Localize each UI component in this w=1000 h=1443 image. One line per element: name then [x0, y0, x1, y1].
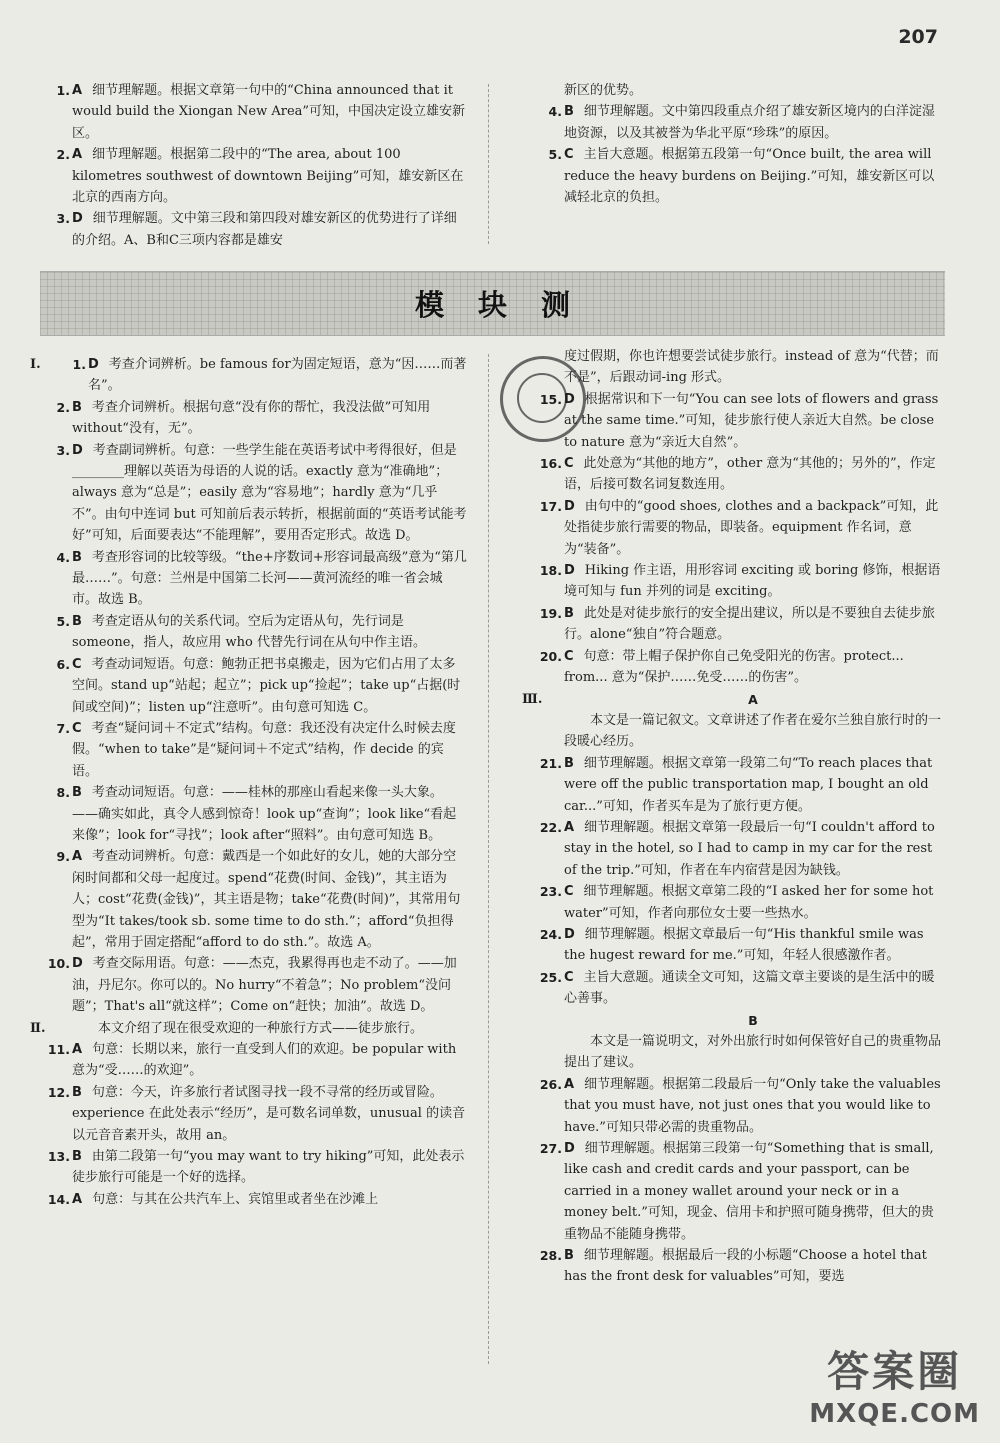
- watermark: [809, 1339, 980, 1429]
- answer-item: 13. B 由第二段第一句“you may want to try hiking”可知，此处表示徒步旅行可能是一个好的选择。: [47, 1149, 465, 1186]
- section-label: Ⅲ.: [522, 691, 543, 707]
- section-title: 模块测: [414, 288, 604, 322]
- answer-item: 7. C 考查“疑问词＋不定式”结构。句意：我还没有决定什么时候去度假。“when to take”是“疑问词＋不定式”结构，作 decide 的宾语。: [56, 720, 456, 779]
- answer-item: 4. B 考查形容词的比较等级。“the+序数词+形容词最高级”意为“第几最……”。句意：兰州是中国第二长河——黄河流经的唯一省会城市。故选 B。: [56, 549, 467, 608]
- column-divider: [488, 354, 489, 1364]
- page-number: 207: [898, 26, 938, 48]
- answer-item: 1. A 细节理解题。根据文章第一句中的“China announced that it would build the Xiongan New Area”可知，中国决定设立雄安新区。: [56, 83, 466, 141]
- answer-item: 14. A 句意：与其在公共汽车上、宾馆里或者坐在沙滩上: [47, 1191, 379, 1207]
- top-right-column: [532, 80, 942, 208]
- answer-item: 24. D 细节理解题。根据文章最后一句“His thankful smile was the hugest reward for me.”可知，年轻人很感激作者。: [539, 926, 924, 964]
- section-banner: [40, 271, 945, 336]
- passage-letter: B: [748, 1012, 758, 1028]
- passage-intro: 本文是一篇说明文，对外出旅行时如何保管好自己的贵重物品提出了建议。: [564, 1034, 942, 1071]
- passage-intro: 本文是一篇记叙文。文章讲述了作者在爱尔兰独自旅行时的一段暖心经历。: [564, 712, 942, 750]
- watermark-site: MXQE.COM: [809, 1399, 980, 1429]
- answer-item: 12. B 句意：今天，许多旅行者试图寻找一段不寻常的经历或冒险。experience 在此处表示“经历”，是可数名词单数，unusual 的读音以元音音素开头，故用 an。: [47, 1084, 466, 1143]
- answer-item: 22. A 细节理解题。根据文章第一段最后一句“I couldn't afford to stay in the hotel, so I had to camp in my car for the rest of the trip.”可知，作者在车内宿营是因为缺钱。: [539, 819, 935, 878]
- answer-item: 10. D 考查交际用语。句意：——杰克，我累得再也走不动了。——加油，丹尼尔。你可以的。No hurry“不着急”；No problem“没问题”；That's all“就这样”；Come on“赶快；加油”。故选 D。: [47, 956, 457, 1015]
- answer-item: 6. C 考查动词短语。句意：鲍勃正把书桌搬走，因为它们占用了太多空间。stand up“站起；起立”；pick up“捡起”；take up“占据(时间或空间)”；listen up“注意听”。由句意可知选 C。: [56, 656, 461, 715]
- answer-item: 16. C 此处意为“其他的地方”，other 意为“其他的；另外的”，作定语，后接可数名词复数连用。: [539, 456, 936, 493]
- answer-item: 23. C 细节理解题。根据文章第二段的“I asked her for some hot water”可知，作者向那位女士要一些热水。: [539, 884, 934, 921]
- answer-item: 25. C 主旨大意题。通读全文可知，这篇文章主要谈的是生活中的暖心善事。: [539, 969, 935, 1007]
- answer-item: 28. B 细节理解题。根据最后一段的小标题“Choose a hotel that has the front desk for valuables”可知，要选: [539, 1248, 927, 1285]
- answer-item: 4. B 细节理解题。文中第四段重点介绍了雄安新区境内的白洋淀湿地资源，以及其被誉为华北平原“珍珠”的原因。: [548, 104, 935, 141]
- answer-item: 20. C 句意：带上帽子保护你自己免受阳光的伤害。protect... from... 意为“保护……免受……的伤害”。: [539, 648, 904, 686]
- section-heading: [522, 689, 942, 710]
- answer-item: 5. C 主旨大意题。根据第五段第一句“Once built, the area will reduce the heavy burdens on Beijing.”可知，雄安新区可以减轻北京的负担。: [548, 147, 935, 206]
- right-column: [522, 346, 942, 1288]
- answer-item: 11. A 句意：长期以来，旅行一直受到人们的欢迎。be popular with 意为“受……的欢迎”。: [47, 1042, 457, 1079]
- answer-item: 19. B 此处是对徒步旅行的安全提出建议，所以是不要独自去徒步旅行。alone“独自”符合题意。: [539, 605, 935, 643]
- answer-item: 3. D 细节理解题。文中第三段和第四段对雄安新区的优势进行了详细的介绍。A、B和C三项内容都是雄安: [56, 211, 457, 248]
- answer-item: 9. A 考查动词辨析。句意：戴西是一个如此好的女儿，她的大部分空闲时间都和父母一起度过。spend“花费(时间、金钱)”，其主语为人；cost“花费(金钱)”，其主语是物；take“花费(时间)”，其常用句型为“It takes/took sb. some time to do sth.”；afford“负担得起”，常用于固定搭配“afford to do sth.”。故选 A。: [56, 849, 461, 950]
- answer-item: 15. D 根据常识和下一句“You can see lots of flowers and grass at the same time.”可知，徒步旅行使人亲近大自然。be close to nature 意为“亲近大自然”。: [539, 391, 939, 450]
- answer-item: 5. B 考查定语从句的关系代词。空后为定语从句，先行词是 someone，指人，故应用 who 代替先行词在从句中作主语。: [56, 613, 427, 651]
- column-divider: [488, 84, 489, 244]
- continued-text: 新区的优势。: [564, 83, 643, 98]
- answer-item: 27. D 细节理解题。根据第三段第一句“Something that is small, like cash and credit cards and your passport, can be carried in a money wallet around your neck or in a money belt.”可知，现金、信用卡和护照可随身携带，但大的贵重物品不能随身携带。: [539, 1141, 934, 1242]
- top-left-column: [40, 80, 468, 251]
- answer-item: 17. D 由句中的“good shoes, clothes and a backpack”可知，此处指徒步旅行需要的物品，即装备。equipment 作名词，意为“装备”。: [539, 498, 939, 557]
- section-label: Ⅰ.: [30, 357, 41, 372]
- left-column: [30, 354, 468, 1210]
- answer-item: 3. D 考查副词辨析。句意：一些学生能在英语考试中考得很好，但是________理解以英语为母语的人说的话。exactly 意为“准确地”；always 意为“总是”；easily 意为“容易地”；hardly 意为“几乎不”。由句中连词 but 可知前后表示转折，根据前面的“英语考试能考好”可知，后面要表达“不能理解”，要用否定形式。故选 D。: [56, 442, 467, 544]
- continued-text: 度过假期，你也许想要尝试徒步旅行。instead of 意为“代替；而不是”，后跟动词-ing 形式。: [564, 349, 939, 386]
- answer-item: 26. A 细节理解题。根据第二段最后一句“Only take the valuables that you must have, not just ones that you would like to have.”可知只带必需的贵重物品。: [539, 1076, 941, 1135]
- answer-item: 18. D Hiking 作主语，用形容词 exciting 或 boring 修饰，根据语境可知与 fun 并列的词是 exciting。: [539, 563, 941, 600]
- answer-item: 8. B 考查动词短语。句意：——桂林的那座山看起来像一头大象。——确实如此，真令人感到惊奇！look up“查询”；look like“看起来像”；look for“寻找”；look after“照料”。由句意可知选 B。: [56, 785, 457, 843]
- answer-item: Ⅰ. 1. D 考查介词辨析。be famous for为固定短语，意为“因……而著名”。: [40, 354, 468, 397]
- passage-letter: A: [748, 691, 758, 707]
- section-intro: Ⅱ. 本文介绍了现在很受欢迎的一种旅行方式——徒步旅行。: [40, 1018, 468, 1039]
- answer-item: 2. A 细节理解题。根据第二段中的“The area, about 100 kilometres southwest of downtown Beijing”可知，雄安新区在北京的西南方向。: [56, 147, 464, 206]
- watermark-logo: 答案圈: [827, 1347, 963, 1396]
- section-label: Ⅱ.: [30, 1020, 46, 1036]
- answer-item: 21. B 细节理解题。根据文章第一段第二句“To reach places that were off the public transportation map, I bought an old car...”可知，作者买车是为了旅行更方便。: [539, 755, 933, 814]
- answer-item: 2. B 考查介词辨析。根据句意“没有你的帮忙，我没法做”可知用 without“没有，无”。: [56, 399, 431, 437]
